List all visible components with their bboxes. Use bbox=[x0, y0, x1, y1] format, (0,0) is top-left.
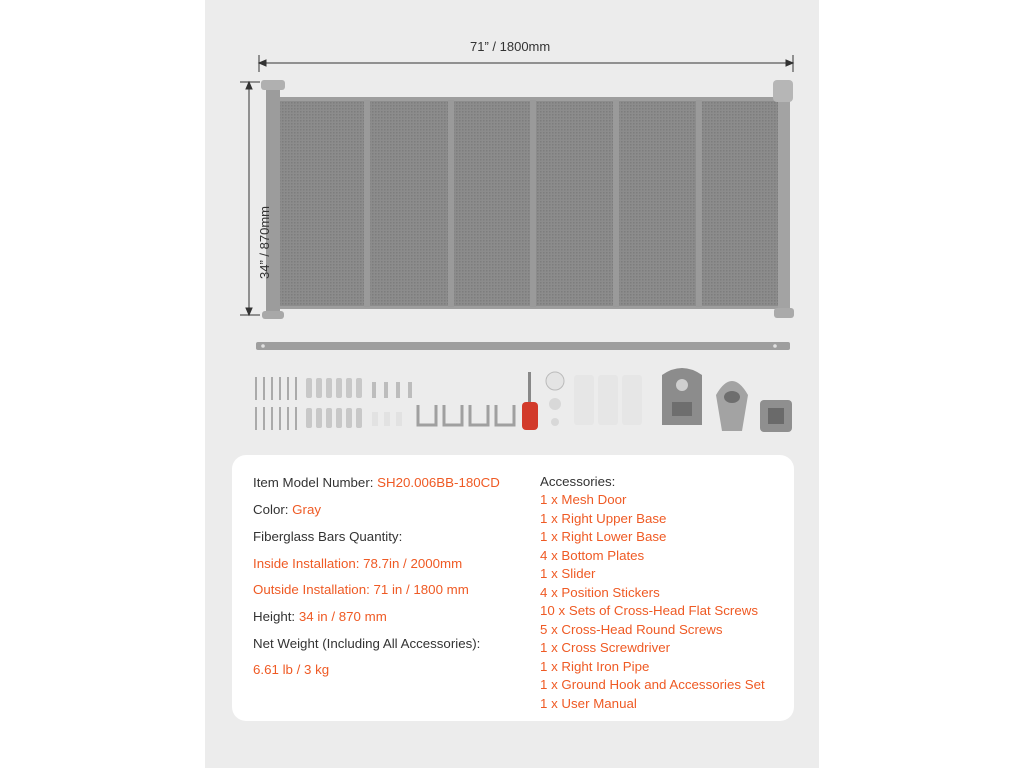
model-number-line bbox=[253, 475, 500, 490]
height-value: 34 in / 870 mm bbox=[298, 609, 387, 624]
accessory-item: 1 x Mesh Door bbox=[540, 492, 627, 507]
net-weight-value: 6.61 lb / 3 kg bbox=[253, 662, 330, 677]
color-value: Gray bbox=[292, 502, 321, 517]
width-dimension-line bbox=[259, 55, 793, 72]
height-line bbox=[253, 609, 387, 624]
net-weight-label: Net Weight (Including All Accessories): bbox=[253, 636, 481, 651]
slider-image bbox=[760, 400, 792, 432]
accessory-item: 1 x Cross Screwdriver bbox=[540, 640, 671, 655]
outside-installation: Outside Installation: 71 in / 1800 mm bbox=[253, 582, 469, 597]
screws-image bbox=[256, 377, 296, 430]
iron-pipe-image bbox=[256, 342, 790, 350]
screwdriver-image bbox=[522, 372, 538, 430]
bottom-plates-image bbox=[418, 405, 514, 425]
height-label: Height: bbox=[253, 609, 299, 624]
accessory-item: 1 x Right Iron Pipe bbox=[540, 659, 650, 674]
accessory-item: 1 x Slider bbox=[540, 566, 596, 581]
fiberglass-label: Fiberglass Bars Quantity: bbox=[253, 529, 403, 544]
round-screws-image bbox=[372, 382, 412, 426]
color-line bbox=[253, 502, 321, 517]
right-lower-base-image bbox=[716, 381, 748, 431]
accessory-item: 1 x User Manual bbox=[540, 696, 637, 711]
wall-anchors-image bbox=[306, 378, 362, 428]
position-stickers-image bbox=[546, 372, 642, 426]
color-label: Color: bbox=[253, 502, 293, 517]
mesh-gate-image bbox=[261, 80, 794, 319]
model-number-label: Item Model Number: bbox=[253, 475, 378, 490]
accessory-item: 1 x Ground Hook and Accessories Set bbox=[540, 677, 765, 692]
model-number-value: SH20.006BB-180CD bbox=[377, 475, 500, 490]
accessories-title: Accessories: bbox=[540, 474, 616, 489]
accessory-item: 4 x Position Stickers bbox=[540, 585, 660, 600]
inside-installation: Inside Installation: 78.7in / 2000mm bbox=[253, 556, 463, 571]
accessory-item: 1 x Right Upper Base bbox=[540, 511, 667, 526]
accessory-item: 5 x Cross-Head Round Screws bbox=[540, 622, 723, 637]
accessory-item: 1 x Right Lower Base bbox=[540, 529, 667, 544]
width-dimension-label: 71” / 1800mm bbox=[470, 39, 551, 54]
accessory-item: 4 x Bottom Plates bbox=[540, 548, 645, 563]
right-upper-base-image bbox=[662, 368, 702, 425]
accessory-item: 10 x Sets of Cross-Head Flat Screws bbox=[540, 603, 758, 618]
height-dimension-line bbox=[240, 82, 260, 315]
height-dimension-label: 34” / 870mm bbox=[256, 206, 272, 279]
